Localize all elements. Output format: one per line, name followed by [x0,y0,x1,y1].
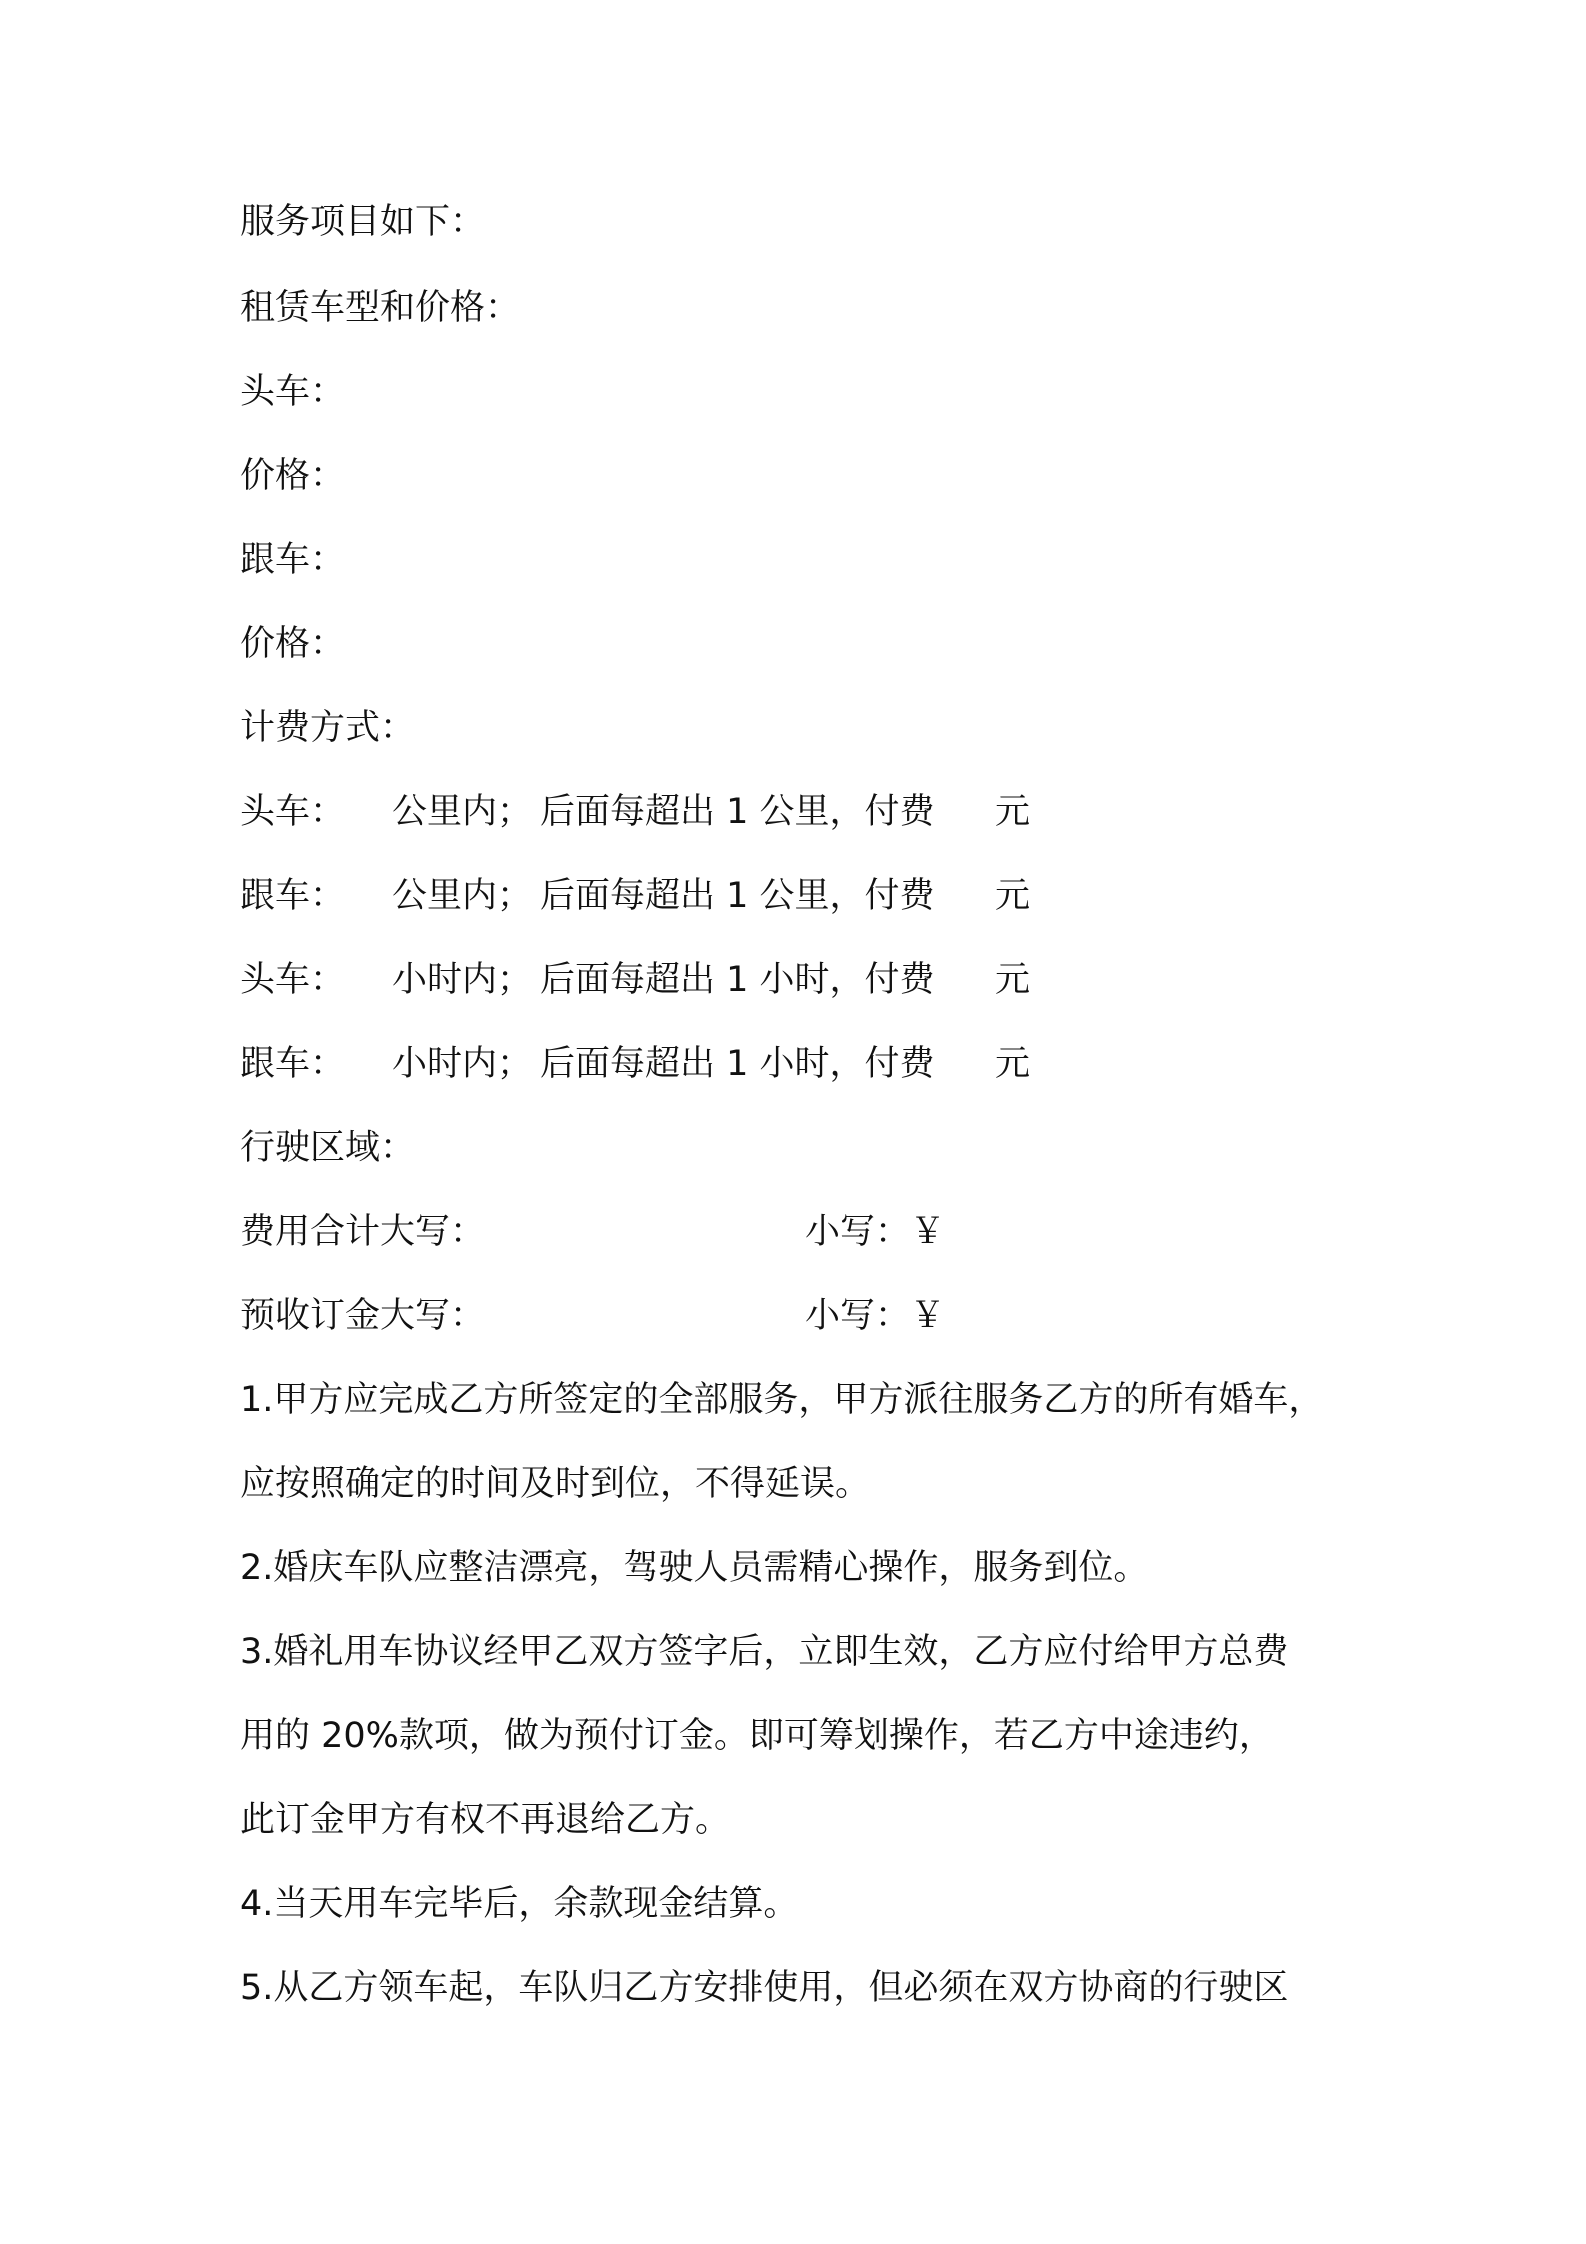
term-line: 4.当天用车完毕后，余款现金结算。 [240,1884,799,1924]
billing-rule: 后面每超出 1 小时，付费 [540,960,935,1000]
term-line: 应按照确定的时间及时到位，不得延误。 [240,1464,871,1504]
follow-car-label: 跟车： [240,540,346,580]
total-lower-label: 小写：￥ [805,1212,946,1252]
billing-row [240,874,1140,918]
deposit-row [240,1294,1140,1338]
billing-row [240,1042,1140,1086]
area-label: 行驶区域： [240,1128,416,1168]
deposit-lower-label: 小写：￥ [805,1296,946,1336]
term-line: 5.从乙方领车起，车队归乙方安排使用，但必须在双方协商的行驶区 [240,1968,1289,2008]
billing-currency: 元 [995,1044,1031,1084]
lead-price-label: 价格： [240,456,346,496]
billing-car: 跟车： [240,876,346,916]
rental-heading: 租赁车型和价格： [240,288,521,328]
billing-unit-within: 公里内； [392,792,533,832]
billing-currency: 元 [995,960,1031,1000]
follow-price-label: 价格： [240,624,346,664]
billing-unit-within: 公里内； [392,876,533,916]
section-heading: 服务项目如下： [240,202,486,242]
term-line: 2.婚庆车队应整洁漂亮，驾驶人员需精心操作，服务到位。 [240,1548,1149,1588]
term-line: 此订金甲方有权不再退给乙方。 [240,1800,731,1840]
billing-unit-within: 小时内； [392,960,533,1000]
billing-rule: 后面每超出 1 公里，付费 [540,792,935,832]
billing-heading: 计费方式： [240,708,416,748]
billing-row [240,958,1140,1002]
billing-currency: 元 [995,792,1031,832]
deposit-upper-label: 预收订金大写： [240,1296,486,1336]
lead-car-label: 头车： [240,372,346,412]
billing-unit-within: 小时内； [392,1044,533,1084]
billing-car: 头车： [240,792,346,832]
term-line: 3.婚礼用车协议经甲乙双方签字后，立即生效，乙方应付给甲方总费 [240,1632,1289,1672]
billing-car: 头车： [240,960,346,1000]
billing-row [240,790,1140,834]
total-upper-label: 费用合计大写： [240,1212,486,1252]
total-row [240,1210,1140,1254]
term-line: 用的 20%款项，做为预付订金。即可筹划操作，若乙方中途违约， [240,1716,1274,1756]
billing-currency: 元 [995,876,1031,916]
billing-rule: 后面每超出 1 小时，付费 [540,1044,935,1084]
billing-car: 跟车： [240,1044,346,1084]
term-line: 1.甲方应完成乙方所签定的全部服务，甲方派往服务乙方的所有婚车， [240,1380,1324,1420]
billing-rule: 后面每超出 1 公里，付费 [540,876,935,916]
